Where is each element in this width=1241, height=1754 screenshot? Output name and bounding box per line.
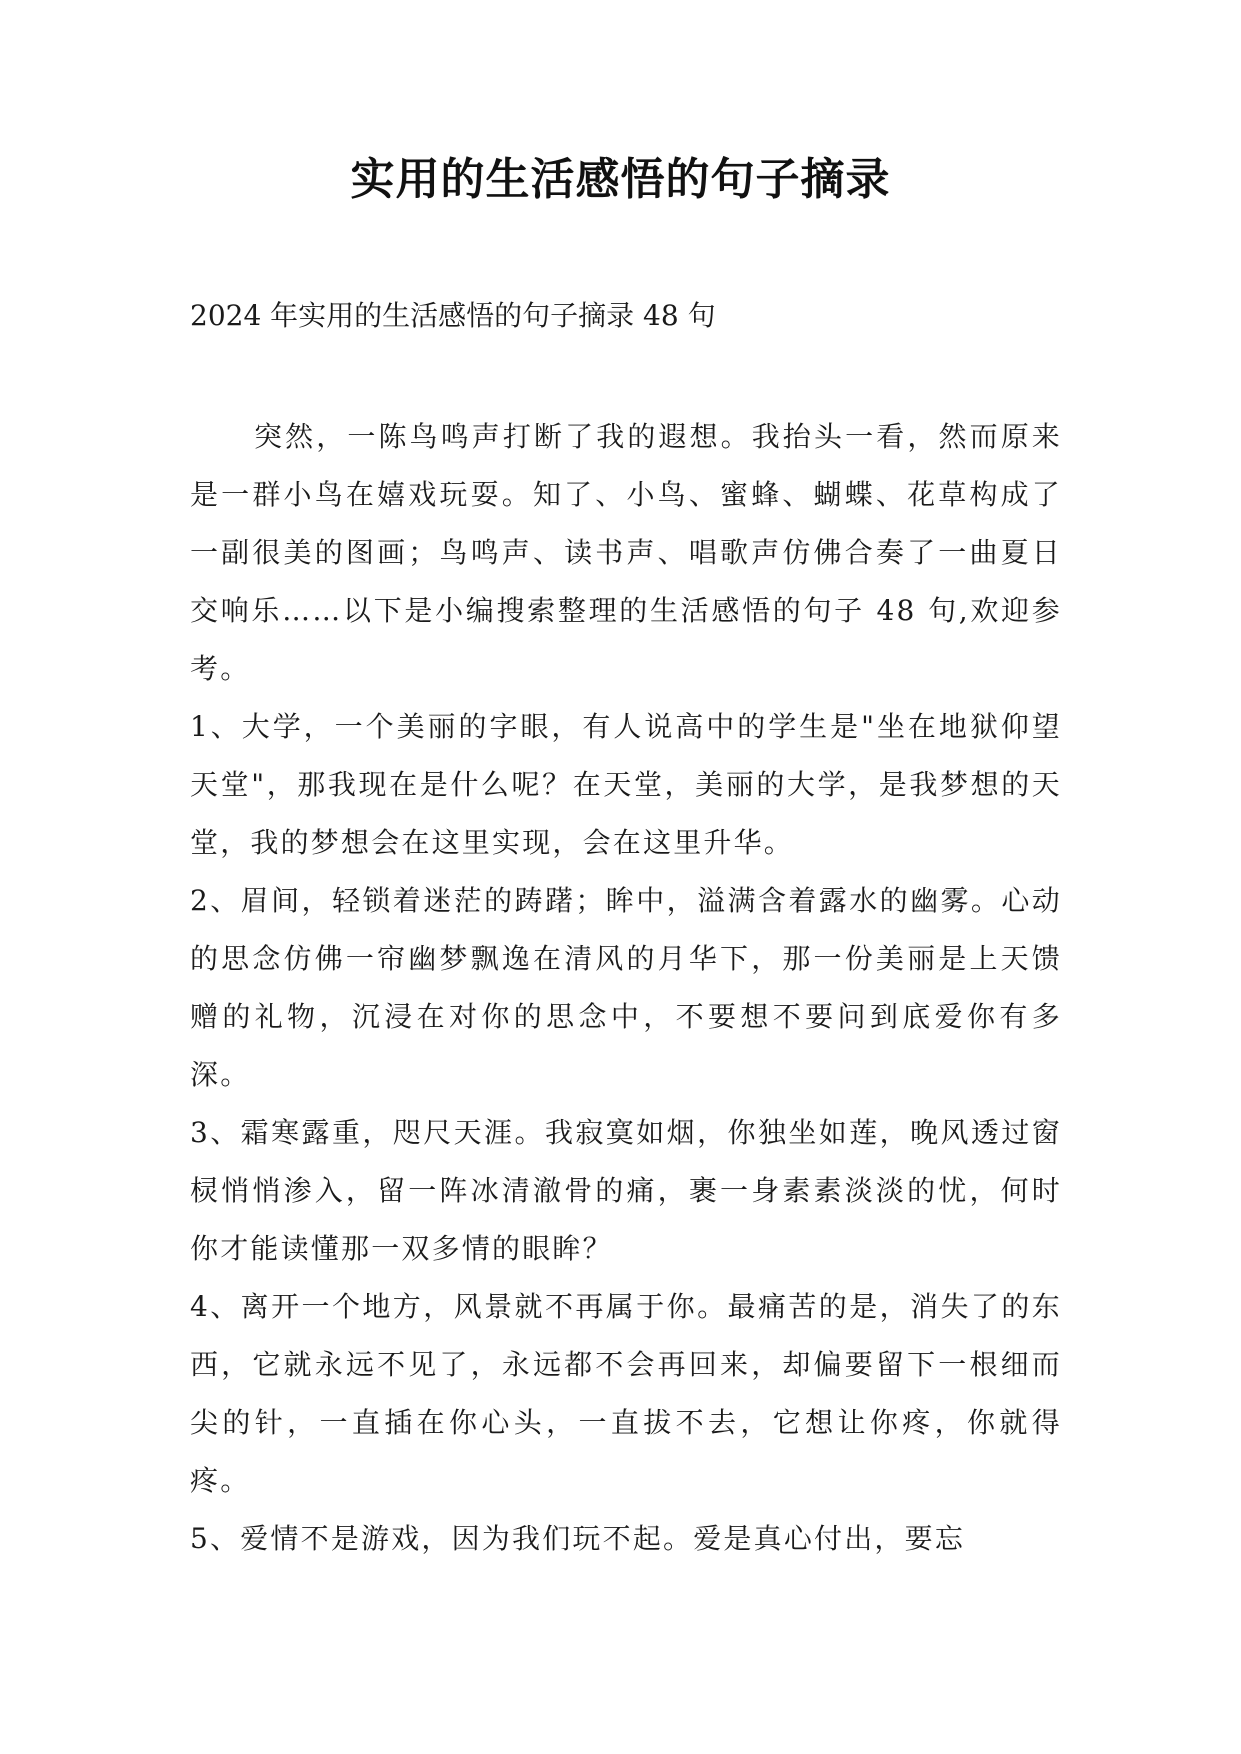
quote-paragraph-3: 3、霜寒露重，咫尺天涯。我寂寞如烟，你独坐如莲，晚风透过窗棂悄悄渗入，留一阵冰清澈骨的痛，裹一身素素淡淡的忧，何时你才能读懂那一双多情的眼眸？: [190, 1116, 1062, 1265]
intro-paragraph: 突然，一陈鸟鸣声打断了我的遐想。我抬头一看，然而原来是一群小鸟在嬉戏玩耍。知了、小鸟、蜜蜂、蝴蝶、花草构成了一副很美的图画；鸟鸣声、读书声、唱歌声仿佛合奏了一曲夏日交响乐……以下是小编搜索整理的生活感悟的句子 48 句,欢迎参考。: [190, 420, 1062, 685]
quote-paragraph-1: 1、大学，一个美丽的字眼，有人说高中的学生是"坐在地狱仰望天堂"，那我现在是什么呢？在天堂，美丽的大学，是我梦想的天堂，我的梦想会在这里实现，会在这里升华。: [190, 710, 1062, 859]
document-body: [190, 408, 1062, 1568]
document-title: 实用的生活感悟的句子摘录: [350, 154, 891, 205]
document-subtitle: 2024 年实用的生活感悟的句子摘录 48 句: [190, 299, 716, 332]
quote-paragraph-5: 5、爱情不是游戏，因为我们玩不起。爱是真心付出，要忘: [190, 1522, 966, 1555]
quote-paragraph-4: 4、离开一个地方，风景就不再属于你。最痛苦的是，消失了的东西，它就永远不见了，永远都不会再回来，却偏要留下一根细而尖的针，一直插在你心头，一直拔不去，它想让你疼，你就得疼。: [190, 1290, 1062, 1497]
quote-paragraph-2: 2、眉间，轻锁着迷茫的踌躇；眸中，溢满含着露水的幽雾。心动的思念仿佛一帘幽梦飘逸在清风的月华下，那一份美丽是上天馈赠的礼物，沉浸在对你的思念中，不要想不要问到底爱你有多深。: [190, 884, 1062, 1091]
